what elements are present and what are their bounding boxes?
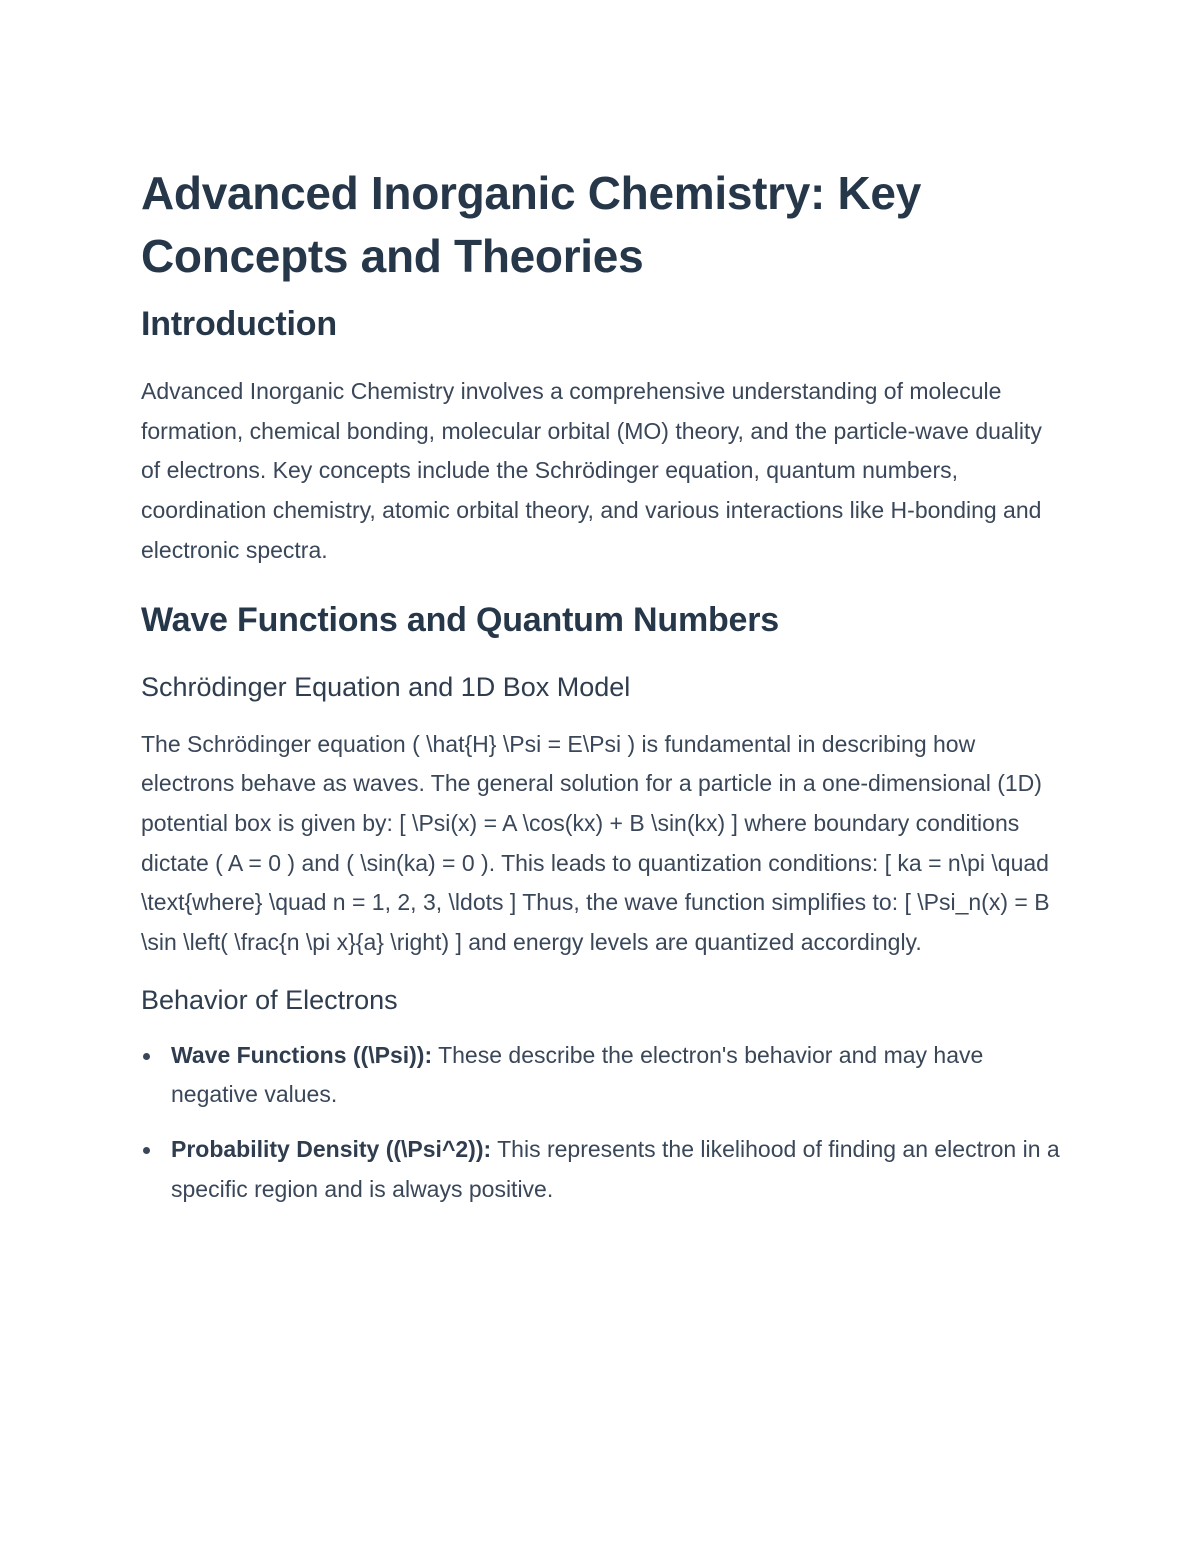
schrodinger-paragraph: The Schrödinger equation ( \hat{H} \Psi = E\Psi ) is fundamental in describing how electrons behave as waves. The general solution for a particle in a one-dimensional (1D) potential box is given by: [ \Psi(x) = A \cos(kx) + B \sin(kx) ] where boundary conditions dictate ( A = 0 ) and ( \sin(ka) = 0 ). This leads to quantization conditions: [ ka = n\pi \quad \text{where} \quad n = 1, 2, 3, \ldots ] Thus, the wave function simplifies to: [ \Psi_n(x) = B \sin \left( \frac{n \pi x}{a} \right) ] and energy levels are quantized accordingly. [141,730,1050,956]
introduction-paragraph: Advanced Inorganic Chemistry involves a comprehensive understanding of molecule formation, chemical bonding, molecular orbital (MO) theory, and the particle-wave duality of electrons. Key concepts include the Schrödinger equation, quantum numbers, coordination chemistry, atomic orbital theory, and various interactions like H-bonding and electronic spectra. [141,378,1042,563]
list-item-term: Probability Density ((\Psi^2)): [171,1136,492,1163]
bullet-icon [143,1147,150,1154]
list-item [141,1036,1061,1115]
list-item-term: Wave Functions ((\Psi)): [171,1041,433,1068]
wave-functions-heading: Wave Functions and Quantum Numbers [141,600,780,639]
introduction-heading: Introduction [141,305,337,343]
document-title: Advanced Inorganic Chemistry: Key Concepts and Theories [141,167,921,282]
list-item-text: This represents the likelihood of finding an electron in a specific region and is always positive. [171,1136,1060,1202]
behavior-subheading: Behavior of Electrons [141,984,398,1015]
behavior-list [141,1036,1061,1210]
document-page [141,162,1061,1210]
schrodinger-subheading: Schrödinger Equation and 1D Box Model [141,671,631,702]
list-item [141,1130,1061,1209]
list-item-text: These describe the electron's behavior and may have negative values. [171,1041,984,1108]
bullet-icon [143,1053,150,1060]
